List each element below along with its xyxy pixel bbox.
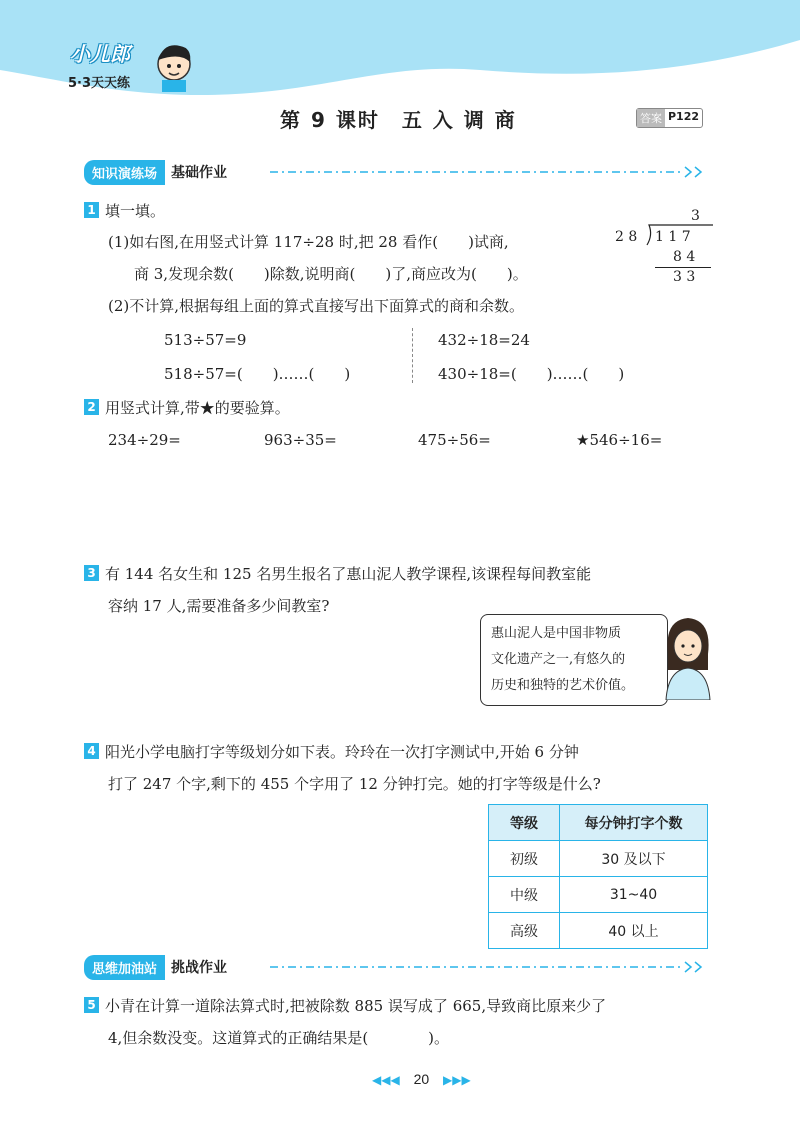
table-header-level: 等级 xyxy=(489,805,560,841)
section-divider xyxy=(270,166,710,178)
q5-line2: 4,但余数没变。这道算式的正确结果是( )。 xyxy=(108,1029,450,1047)
q2-item-4: ★546÷16= xyxy=(576,431,663,449)
table-row xyxy=(489,877,708,913)
fact-bubble xyxy=(480,614,668,706)
section-badge: 思维加油站 xyxy=(84,955,165,980)
table-header-row xyxy=(489,805,708,841)
answer-page: P122 xyxy=(668,110,700,123)
table-cell: 31~40 xyxy=(560,877,708,913)
answer-label: 答案 xyxy=(637,109,665,127)
q5-line1 xyxy=(84,996,606,1016)
q1-left-eq1: 513÷57=9 xyxy=(164,331,247,349)
page-number: 20 xyxy=(413,1071,430,1087)
fact-line-2: 文化遗产之一,有悠久的 xyxy=(491,652,626,667)
q4-line2: 打了 247 个字,剩下的 455 个字用了 12 分钟打完。她的打字等级是什么? xyxy=(108,775,601,793)
table-row xyxy=(489,841,708,877)
table-cell: 中级 xyxy=(489,877,560,913)
section-basic-header xyxy=(84,160,227,184)
lesson-title: 第 9 课时 五 入 调 商 xyxy=(280,108,517,132)
girl-illustration-icon xyxy=(660,614,716,700)
division-divisor: 2 8 xyxy=(615,229,638,245)
q3-line2: 容纳 17 人,需要准备多少间教室? xyxy=(108,597,330,615)
q2-item-1: 234÷29= xyxy=(108,431,181,449)
q5-number: 5 xyxy=(84,997,99,1013)
q3-number: 3 xyxy=(84,565,99,581)
q3-line1-text: 有 144 名女生和 125 名男生报名了惠山泥人教学课程,该课程每间教室能 xyxy=(105,565,592,583)
division-quotient: 3 xyxy=(691,208,700,224)
q3-line1 xyxy=(84,564,591,584)
section-label: 基础作业 xyxy=(171,165,228,181)
q1-right-eq2: 430÷18=( )……( ) xyxy=(438,365,625,383)
section-divider xyxy=(270,961,710,973)
typing-level-table xyxy=(488,804,708,949)
q2-item-2: 963÷35= xyxy=(264,431,337,449)
q4-number: 4 xyxy=(84,743,99,759)
table-cell: 高级 xyxy=(489,913,560,949)
division-dividend: 1 1 7 xyxy=(655,229,691,245)
table-row xyxy=(489,913,708,949)
division-product: 8 4 xyxy=(673,249,696,265)
q1-number: 1 xyxy=(84,202,99,218)
group-divider xyxy=(412,328,413,383)
division-rule xyxy=(655,267,711,268)
fact-line-1: 惠山泥人是中国非物质 xyxy=(491,626,622,641)
table-cell: 40 以上 xyxy=(560,913,708,949)
division-remainder: 3 3 xyxy=(673,269,696,285)
logo-title: 小儿郎 xyxy=(70,42,130,66)
fact-line-3: 历史和独特的艺术价值。 xyxy=(491,678,635,693)
q1-part1-line1: (1)如右图,在用竖式计算 117÷28 时,把 28 看作( )试商, xyxy=(108,233,509,251)
q2-number: 2 xyxy=(84,399,99,415)
answer-reference[interactable] xyxy=(636,108,703,128)
table-cell: 初级 xyxy=(489,841,560,877)
q1-part1-line2: 商 3,发现余数( )除数,说明商( )了,商应改为( )。 xyxy=(134,265,528,283)
logo-subtitle: 5·3天天练 xyxy=(68,76,131,91)
q5-line1-text: 小青在计算一道除法算式时,把被除数 885 误写成了 665,导致商比原来少了 xyxy=(105,997,607,1015)
q1-part2: (2)不计算,根据每组上面的算式直接写出下面算式的商和余数。 xyxy=(108,297,525,315)
table-header-speed: 每分钟打字个数 xyxy=(560,805,708,841)
section-badge: 知识演练场 xyxy=(84,160,165,185)
long-division xyxy=(615,208,715,288)
boy-mascot-icon xyxy=(150,40,198,92)
prev-arrows-icon: ◀◀◀ xyxy=(372,1073,400,1087)
table-cell: 30 及以下 xyxy=(560,841,708,877)
q1-right-eq1: 432÷18=24 xyxy=(438,331,530,349)
section-label: 挑战作业 xyxy=(171,960,228,976)
q4-line1 xyxy=(84,742,579,762)
next-arrows-icon: ▶▶▶ xyxy=(443,1073,471,1087)
page-footer xyxy=(372,1071,471,1087)
q1-title-text: 填一填。 xyxy=(105,202,166,220)
q1-left-eq2: 518÷57=( )……( ) xyxy=(164,365,351,383)
q2-item-3: 475÷56= xyxy=(418,431,491,449)
q2-title-text: 用竖式计算,带★的要验算。 xyxy=(105,399,290,417)
section-challenge-header xyxy=(84,955,227,979)
q1-title xyxy=(84,201,165,221)
q2-title xyxy=(84,398,290,418)
q4-line1-text: 阳光小学电脑打字等级划分如下表。玲玲在一次打字测试中,开始 6 分钟 xyxy=(105,743,579,761)
